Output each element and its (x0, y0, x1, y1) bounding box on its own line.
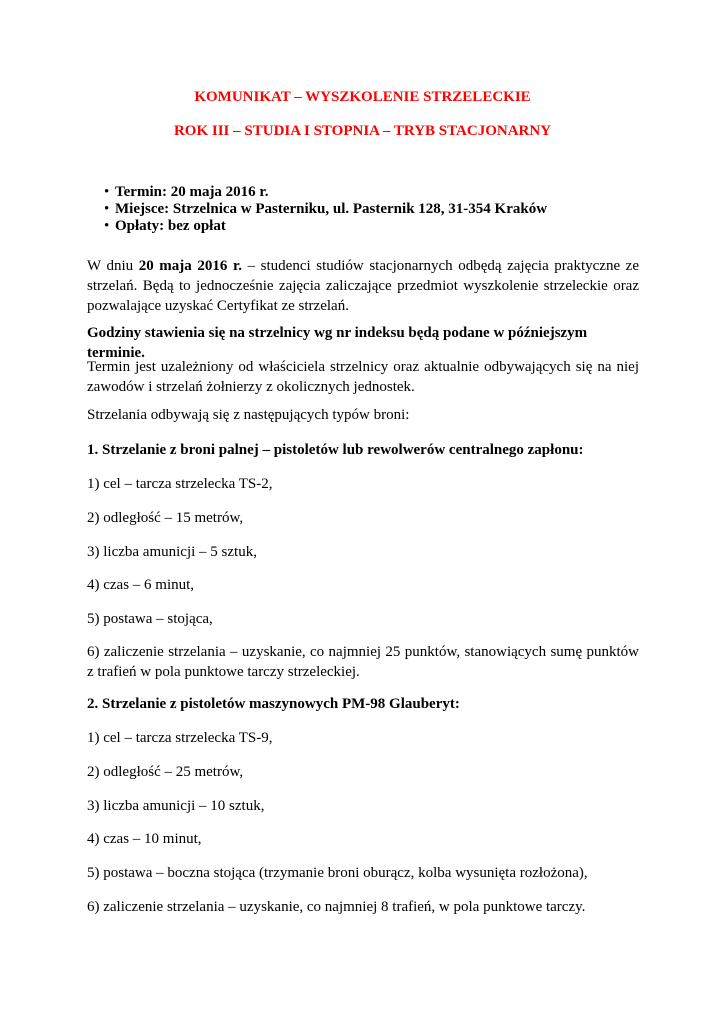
section2-item: 6) zaliczenie strzelania – uzyskanie, co najmniej 8 trafień, w pola punktowe tarczy. (87, 899, 586, 915)
document-title: KOMUNIKAT – WYSZKOLENIE STRZELECKIE (194, 89, 531, 105)
section1-heading: 1. Strzelanie z broni palnej – pistoletów lub rewolwerów centralnego zapłonu: (87, 442, 584, 458)
intro-paragraph: W dniu 20 maja 2016 r. – studenci studiów stacjonarnych odbędą zajęcia praktyczne ze strzelań. Będą to jednocześnie zajęcia zaliczające przedmiot wyszkolenie strzeleckie oraz pozwalające uzyskać Certyfikat ze strzelań. (87, 258, 639, 314)
document-subtitle: ROK III – STUDIA I STOPNIA – TRYB STACJONARNY (173, 123, 552, 139)
section1-item: 5) postawa – stojąca, (87, 611, 213, 627)
section2-item: 3) liczba amunicji – 10 sztuk, (87, 798, 265, 814)
section2-item: 2) odległość – 25 metrów, (87, 764, 244, 780)
section1-item: 1) cel – tarcza strzelecka TS-2, (87, 476, 273, 492)
section2-item: 4) czas – 10 minut, (87, 831, 202, 847)
bullet-term: • Termin: 20 maja 2016 r. (104, 184, 269, 200)
section2-heading: 2. Strzelanie z pistoletów maszynowych PM-98 Glauberyt: (87, 696, 460, 712)
section1-item: 2) odległość – 15 metrów, (87, 510, 244, 526)
weapons-intro: Strzelania odbywają się z następujących typów broni: (87, 407, 410, 423)
dependency-paragraph: Termin jest uzależniony od właściciela strzelnicy oraz aktualnie odbywających się na niej zawodów i strzelań żołnierzy z okolicznych jednostek. (87, 359, 639, 395)
intro-date: 20 maja 2016 r. (138, 258, 242, 274)
section1-item: 3) liczba amunicji – 5 sztuk, (87, 544, 257, 560)
section1-item: 6) zaliczenie strzelania – uzyskanie, co najmniej 25 punktów, stanowiących sumę punktów z trafień w pola punktowe tarczy strzeleckiej. (87, 644, 639, 680)
bullet-icon: • (104, 184, 110, 200)
bullet-icon: • (104, 218, 110, 234)
bullet-place: • Miejsce: Strzelnica w Pasterniku, ul. Pasternik 128, 31-354 Kraków (104, 201, 548, 217)
notice-paragraph: Godziny stawienia się na strzelnicy wg nr indeksu będą podane w późniejszym terminie. (87, 325, 588, 361)
section1-item: 4) czas – 6 minut, (87, 577, 195, 593)
section2-item: 5) postawa – boczna stojąca (trzymanie broni oburącz, kolba wysunięta rozłożona), (87, 865, 588, 881)
info-bullet-list (87, 184, 647, 235)
section2-item: 1) cel – tarcza strzelecka TS-9, (87, 730, 273, 746)
bullet-icon: • (104, 201, 110, 217)
bullet-fees: • Opłaty: bez opłat (104, 218, 226, 234)
